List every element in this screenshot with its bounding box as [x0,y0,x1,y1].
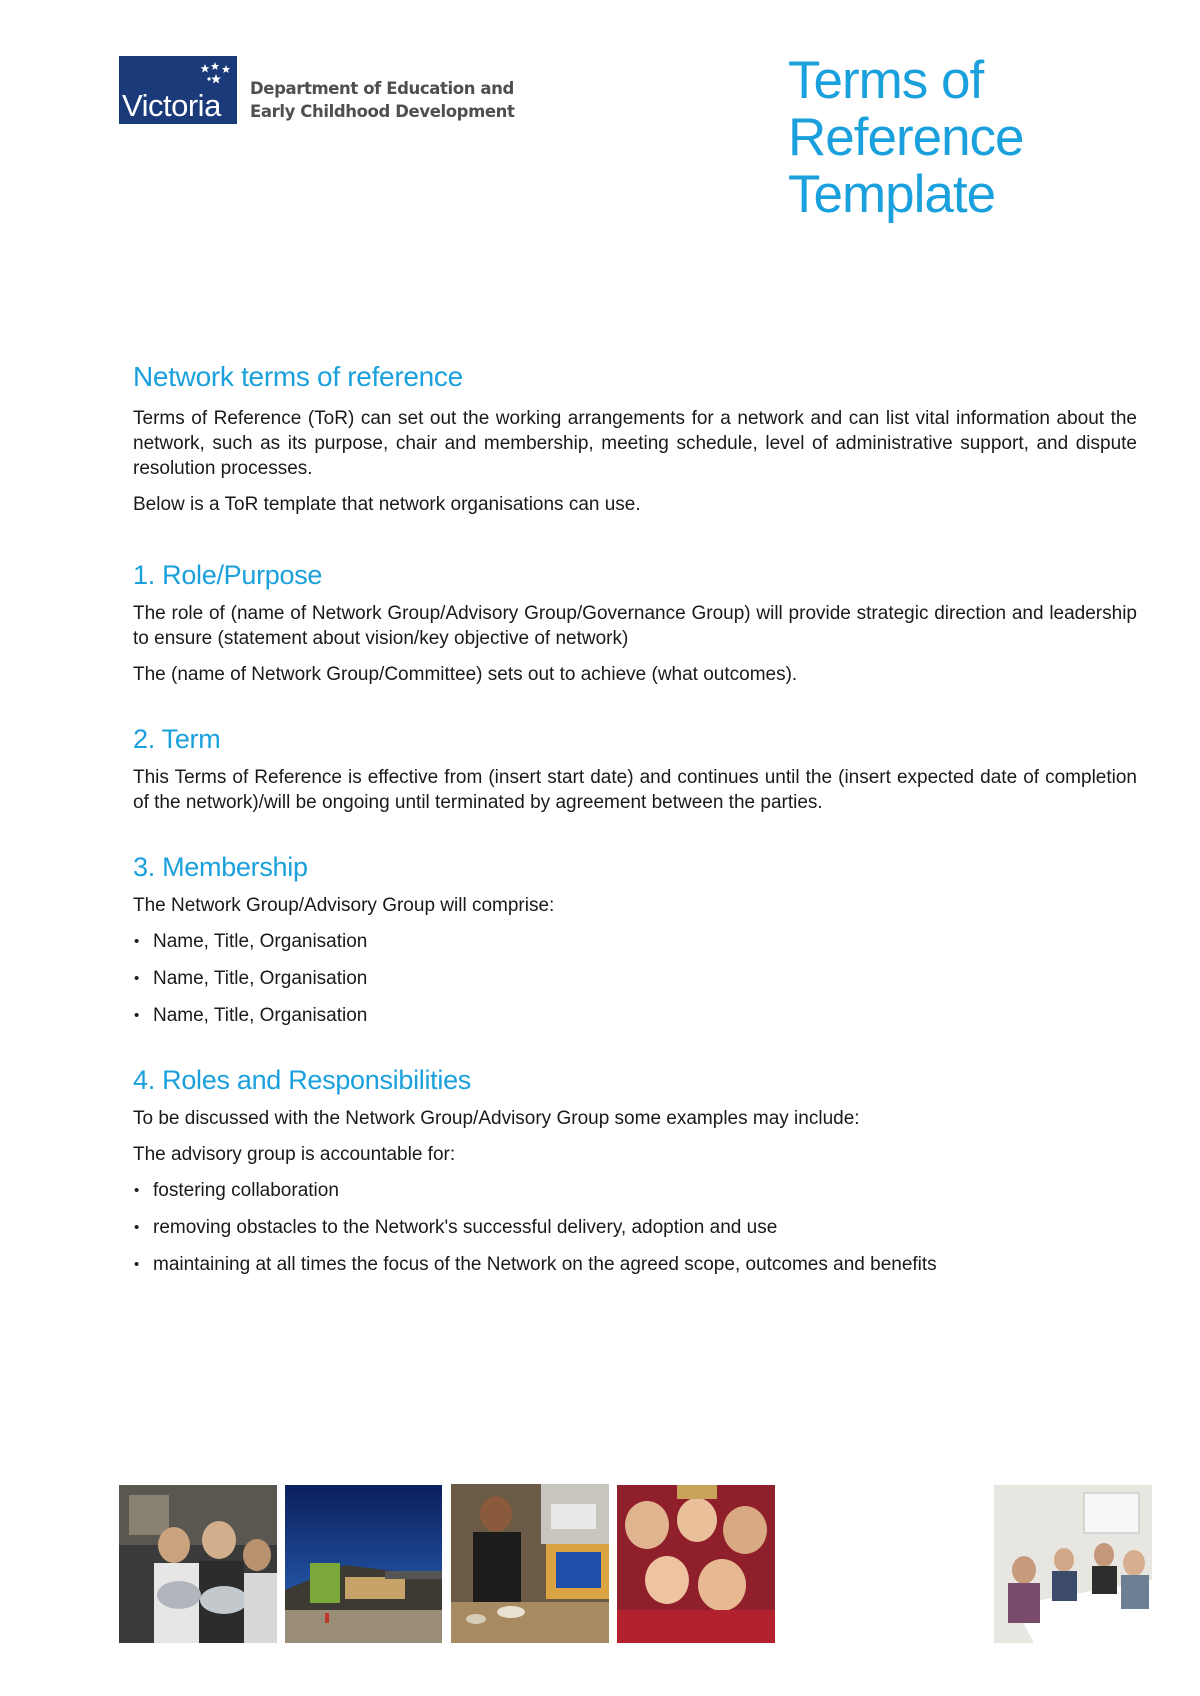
list-item: • removing obstacles to the Network's successful delivery, adoption and use [133,1215,1137,1240]
intro-heading: Network terms of reference [133,361,463,392]
list-item: • Name, Title, Organisation [133,966,1137,991]
term-paragraph: This Terms of Reference is effective from (insert start date) and continues until the (insert expected date of completion of the network)/will be ongoing until terminated by agreement between the parties. [133,767,1137,813]
list-item: • Name, Title, Organisation [133,929,1137,954]
term-section [133,723,1137,815]
roles-paragraph: The advisory group is accountable for: [133,1144,456,1165]
intro-section [133,360,1137,517]
role-purpose-paragraph: The role of (name of Network Group/Advisory Group/Governance Group) will provide strategic direction and leadership to ensure (statement about vision/key objective of network) [133,603,1137,649]
role-purpose-paragraph: The (name of Network Group/Committee) sets out to achieve (what outcomes). [133,664,798,685]
document-title-line1: Terms of [788,51,984,110]
list-item: • Name, Title, Organisation [133,1003,1137,1028]
term-heading: 2. Term [133,724,221,754]
photo-teacher-classroom [451,1484,609,1643]
role-purpose-section [133,559,1137,687]
roles-paragraph: To be discussed with the Network Group/Advisory Group some examples may include: [133,1108,860,1129]
department-logo [119,56,515,124]
roles-heading: 4. Roles and Responsibilities [133,1065,471,1095]
membership-intro: The Network Group/Advisory Group will comprise: [133,895,555,916]
responsibilities-list [133,1178,1137,1277]
roles-section [133,1064,1137,1277]
document-title-line2: Reference [788,108,1024,167]
membership-section [133,851,1137,1028]
southern-cross-icon [199,62,235,88]
document-title [788,52,1024,223]
list-item: • fostering collaboration [133,1178,1137,1203]
role-purpose-heading: 1. Role/Purpose [133,560,323,590]
department-name-line1: Department of Education and [250,79,514,98]
intro-paragraph: Terms of Reference (ToR) can set out the working arrangements for a network and can list vital information about the network, such as its purpose, chair and membership, meeting schedule, level of administrative support, and dispute resolution processes. [133,408,1137,479]
list-item: • maintaining at all times the focus of the Network on the agreed scope, outcomes and benefits [133,1252,1137,1277]
photo-students-lab [119,1485,277,1643]
document-body [133,360,1137,1313]
intro-paragraph: Below is a ToR template that network organisations can use. [133,494,641,515]
document-title-line3: Template [788,165,996,224]
membership-heading: 3. Membership [133,852,308,882]
department-name-line2: Early Childhood Development [250,102,515,121]
membership-list [133,929,1137,1028]
photo-school-building [285,1485,442,1643]
victoria-logo-box [119,56,237,124]
logo-state-name: Victoria [122,88,221,123]
photo-children-group [617,1485,775,1643]
photo-meeting-room [994,1485,1152,1643]
department-name [250,77,515,123]
